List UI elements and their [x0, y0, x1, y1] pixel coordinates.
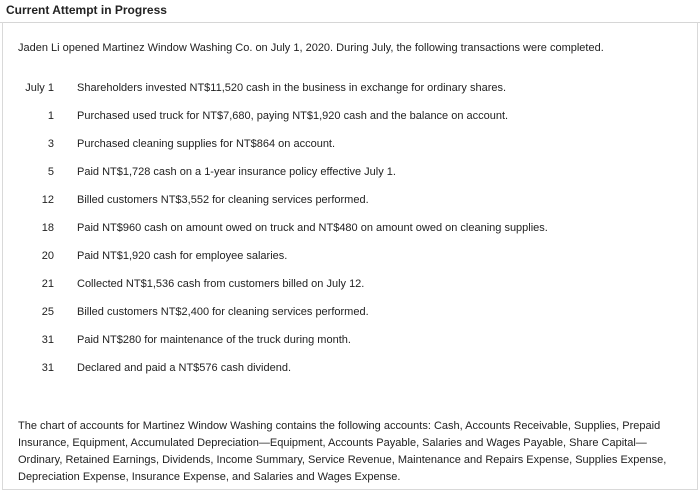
transaction-description: Declared and paid a NT$576 cash dividend. — [77, 362, 292, 374]
chart-of-accounts-paragraph: The chart of accounts for Martinez Window Washing contains the following accounts: Cash, Accounts Receivable, Supplies, Prepaid Insurance, Equipment, Accumulated Depreciation—Equipment, Accounts Payable, Salaries and Wages Payable, Share Capital—Ordinary, Retained Earnings, Dividends, Income Summary, Service Revenue, Maintenance and Repairs Expense, Supplies Expense, Depreciation Expense, Insurance Expense, and Salaries and Wages Expense. — [18, 420, 667, 483]
attempt-header — [0, 0, 700, 23]
transaction-row — [0, 250, 690, 264]
attempt-status-title: Current Attempt in Progress — [6, 3, 167, 17]
transaction-date: 31 — [41, 362, 54, 374]
transaction-date: 25 — [41, 306, 54, 318]
transaction-date: 5 — [47, 166, 54, 178]
transaction-date: 18 — [41, 222, 54, 234]
transaction-description: Paid NT$960 cash on amount owed on truck and NT$480 on amount owed on cleaning supplies. — [77, 222, 548, 234]
transaction-date: 12 — [41, 194, 54, 206]
problem-intro: Jaden Li opened Martinez Window Washing Co. on July 1, 2020. During July, the following transactions were completed. — [18, 42, 604, 54]
transaction-date: 31 — [41, 334, 54, 346]
transaction-row — [0, 166, 690, 180]
transaction-date: July 1 — [25, 82, 54, 94]
transaction-description: Billed customers NT$2,400 for cleaning services performed. — [77, 306, 369, 318]
transaction-description: Collected NT$1,536 cash from customers billed on July 12. — [77, 278, 365, 290]
transaction-description: Paid NT$280 for maintenance of the truck during month. — [77, 334, 351, 346]
transaction-description: Purchased used truck for NT$7,680, paying NT$1,920 cash and the balance on account. — [77, 110, 509, 122]
transaction-row — [0, 82, 690, 96]
transaction-date: 1 — [47, 110, 54, 122]
transaction-row — [0, 334, 690, 348]
transaction-description: Paid NT$1,920 cash for employee salaries. — [77, 250, 288, 262]
transaction-date: 3 — [47, 138, 54, 150]
transaction-description: Billed customers NT$3,552 for cleaning services performed. — [77, 194, 369, 206]
transaction-row — [0, 278, 690, 292]
transaction-date: 21 — [41, 278, 54, 290]
transaction-row — [0, 194, 690, 208]
transaction-description: Paid NT$1,728 cash on a 1-year insurance policy effective July 1. — [77, 166, 396, 178]
transaction-description: Shareholders invested NT$11,520 cash in the business in exchange for ordinary shares. — [77, 82, 507, 94]
transaction-row — [0, 110, 690, 124]
transaction-row — [0, 138, 690, 152]
transaction-description: Purchased cleaning supplies for NT$864 on account. — [77, 138, 336, 150]
transaction-row — [0, 306, 690, 320]
transaction-row — [0, 222, 690, 236]
transaction-row — [0, 362, 690, 376]
transaction-date: 20 — [41, 250, 54, 262]
